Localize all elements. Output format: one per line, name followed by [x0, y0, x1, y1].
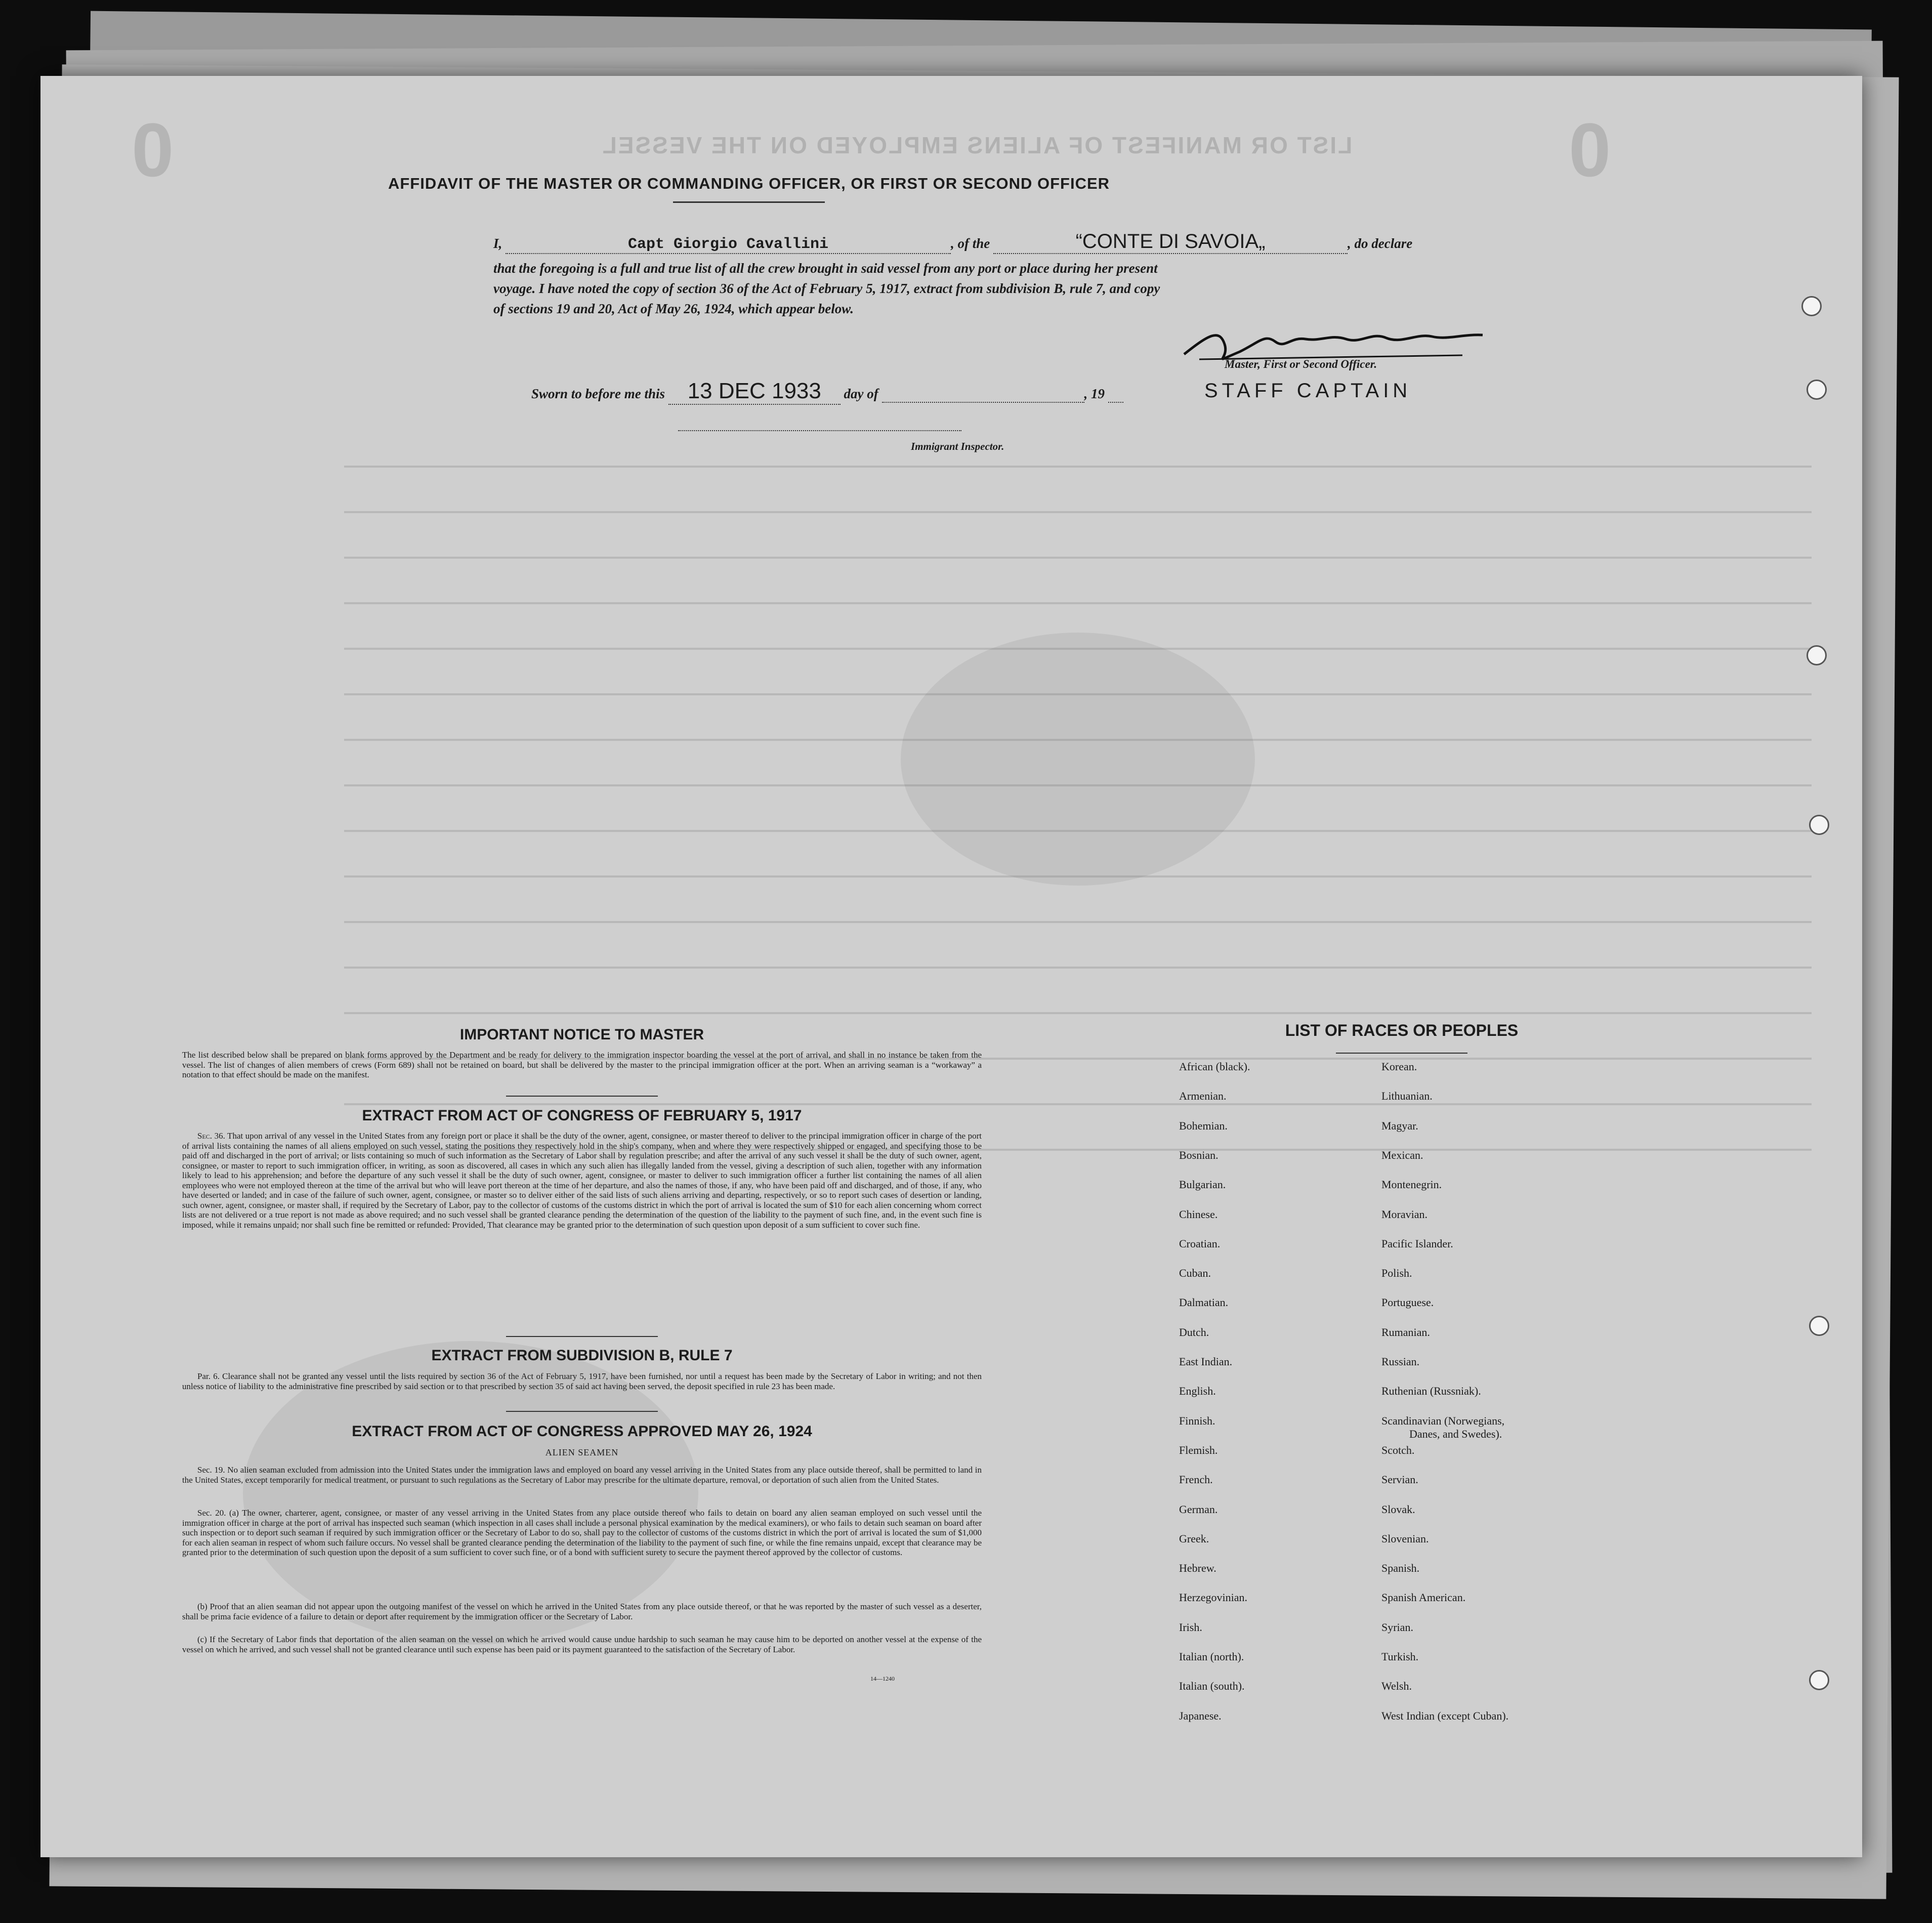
- race-item: Welsh.: [1381, 1680, 1412, 1693]
- affidavit-title: AFFIDAVIT OF THE MASTER OR COMMANDING OFFICER, OR FIRST OR SECOND OFFICER: [388, 175, 1110, 192]
- race-item: Ruthenian (Russniak).: [1381, 1385, 1481, 1398]
- race-item: Slovenian.: [1381, 1532, 1429, 1545]
- race-item: Korean.: [1381, 1060, 1417, 1073]
- sec-20a-text: Sec. 20. (a) The owner, charterer, agent, consignee, or master of any vessel arriving in the United States from any place outside thereof who fails to detain on board any alien seaman employed on such vessel until the immigration officer in charge at the port of arrival has inspected such seaman (which inspection in all cases shall include a personal physical examination by the medical examiners), or who fails to detain such seaman on board after such inspection or to deport such seaman if required by such immigration officer or the Secretary of Labor to do so, shall pay to the collector of customs of the customs district in which the port of arrival is located the sum of $1,000 for each alien seaman in respect of whom such failure occurs. No vessel shall be granted clearance pending the determination of the liability to the payment of such fine, or while the fine remains unpaid, except that clearance may be granted prior to the determination of such question upon the deposit of a sum sufficient to cover such fine, or of a bond with sufficient surety to secure the payment thereof approved by the collector of customs.: [182, 1508, 982, 1557]
- race-item: Scandinavian (Norwegians,: [1381, 1414, 1505, 1427]
- sec-19-text: Sec. 19. No alien seaman excluded from admission into the United States under the immigration laws and employed on board any vessel arriving in the United States from any place outside thereof, shall be permitted to land in the United States, except temporarily for medical treatment, or pursuant to such regulations as the Secretary of Labor may prescribe for the ultimate departure, removal, or deportation of such alien from the United States.: [182, 1465, 982, 1485]
- race-item: Chinese.: [1179, 1207, 1218, 1221]
- affidavit-line-1: I, Capt Giorgio Cavallini , of the “CONTE DI SAVOIA„ , do declare: [493, 230, 1413, 253]
- race-item: Rumanian.: [1381, 1325, 1430, 1339]
- race-item: Croatian.: [1179, 1237, 1221, 1250]
- master-caption: Master, First or Second Officer.: [1225, 358, 1377, 370]
- master-name: Capt Giorgio Cavallini: [506, 236, 951, 254]
- punch-hole: [1809, 1316, 1829, 1336]
- punch-hole: [1807, 380, 1827, 400]
- race-item: Lithuanian.: [1381, 1090, 1433, 1103]
- race-item: East Indian.: [1179, 1355, 1233, 1368]
- race-item: Hebrew.: [1179, 1562, 1216, 1575]
- sec-20c-text: (c) If the Secretary of Labor finds that deportation of the alien seaman on the vessel on which he arrived would cause undue hardship to such seaman he may cause him to be deported on another vessel at the expense of the vessel on which he arrived, and such vessel shall not be granted clearance until such expense has been paid or its payment guaranteed to the satisfaction of the Secretary of Labor.: [182, 1635, 982, 1654]
- race-item: Cuban.: [1179, 1267, 1211, 1280]
- race-item: Scotch.: [1381, 1443, 1415, 1456]
- race-item: Montenegrin.: [1381, 1178, 1442, 1191]
- race-item: Armenian.: [1179, 1090, 1227, 1103]
- form-code: 14—1240: [870, 1675, 895, 1682]
- race-item: Dalmatian.: [1179, 1296, 1229, 1309]
- race-item: Dutch.: [1179, 1325, 1209, 1339]
- bleed-through: 0 0 LIST OR MANIFEST OF ALIENS EMPLOYED ON THE VESSEL: [40, 76, 1862, 1857]
- race-item: Turkish.: [1381, 1650, 1419, 1663]
- race-item: German.: [1179, 1502, 1218, 1516]
- race-item: Magyar.: [1381, 1119, 1418, 1132]
- race-item: English.: [1179, 1385, 1216, 1398]
- race-item: Italian (north).: [1179, 1650, 1244, 1663]
- subdivision-b-title: EXTRACT FROM SUBDIVISION B, RULE 7: [431, 1347, 733, 1364]
- document-page: [40, 76, 1862, 1857]
- affidavit-line-3: voyage. I have noted the copy of section 36 of the Act of February 5, 1917, extract from subdivision B, rule 7, and copy: [493, 281, 1160, 296]
- race-item: Mexican.: [1381, 1148, 1423, 1161]
- race-item: West Indian (except Cuban).: [1381, 1709, 1509, 1722]
- race-item: Moravian.: [1381, 1207, 1428, 1221]
- notice-title: IMPORTANT NOTICE TO MASTER: [459, 1026, 704, 1043]
- race-item: Herzegovinian.: [1179, 1591, 1247, 1604]
- race-item: Finnish.: [1179, 1414, 1215, 1427]
- extract-1924-title: EXTRACT FROM ACT OF CONGRESS APPROVED MAY 26, 1924: [352, 1423, 812, 1440]
- punch-hole: [1809, 815, 1829, 835]
- race-item: Portuguese.: [1381, 1296, 1434, 1309]
- affidavit-line-2: that the foregoing is a full and true list of all the crew brought in said vessel from any port or place during her present: [493, 261, 1158, 276]
- alien-seamen-subtitle: ALIEN SEAMEN: [545, 1447, 619, 1457]
- race-item: Syrian.: [1381, 1620, 1413, 1634]
- races-title: LIST OF RACES OR PEOPLES: [1285, 1021, 1519, 1039]
- subdivision-b-text: Par. 6. Clearance shall not be granted any vessel until the lists required by section 36 of the Act of February 5, 1917, have been furnished, nor until a request has been made by the Secretary of Labor in writing; and not then unless notice of liability to the administrative fine prescribed by said section or to that prescribed by section 35 of said act having been served, the deposit specified in rule 23 has been made.: [182, 1371, 982, 1391]
- punch-hole: [1801, 296, 1822, 316]
- race-item: Flemish.: [1179, 1443, 1218, 1456]
- race-item: Irish.: [1179, 1620, 1202, 1634]
- race-item: Polish.: [1381, 1267, 1412, 1280]
- race-item: Slovak.: [1381, 1502, 1415, 1516]
- extract-1917-text: Sec. 36. That upon arrival of any vessel in the United States from any foreign port or place it shall be the duty of the owner, agent, consignee, or master thereof to deliver to the principal immigration officer in charge of the port of arrival lists containing the names of all aliens employed on such vessel, stating the positions they respectively hold in the ship's company, when and where they were respectively shipped or engaged, and specifying those to be paid off and discharged in the port of arrival; or lists containing so much of such information as the Secretary of Labor shall by regulation prescribe; and after the arrival of any such vessel it shall be the duty of such owner, agent, consignee, or master to report to such immigration officer, in writing, as soon as discovered, all cases in which any such alien has illegally landed from the vessel, giving a description of such alien, together with any information likely to lead to his apprehension; and before the departure of any such vessel it shall be the duty of such owner, agent, consignee, or master to deliver to such immigration officer a further list containing the names of all alien employees who were not employed thereon at the time of the arrival but who will leave port thereon at the time of her departure, and also the names of those, if any, who have been paid off and discharged, and of those, if any, who have deserted or landed; and in case of the failure of such owner, agent, consignee, or master so to deliver either of the said lists of such aliens arriving and departing, respectively, or so to report such cases of desertion or landing, such owner, agent, consignee, or master shall, if required by the Secretary of Labor, pay to the collector of customs of the customs district in which the port of arrival is located the sum of $10 for each alien concerning whom correct lists are not delivered or a true report is not made as above required; and no such vessel shall be granted clearance pending the determination of the question of the liability to the payment of such fine, and, in the event such fine is imposed, while it remains unpaid; nor shall such fine be remitted or refunded: Provided, That clearance may be granted prior to the determination of such question upon deposit of a sum sufficient to cover such fine.: [182, 1131, 982, 1230]
- race-item: French.: [1179, 1473, 1213, 1486]
- race-item: Spanish American.: [1381, 1591, 1466, 1604]
- divider: [506, 1411, 658, 1412]
- sworn-line: Sworn to before me this 13 DEC 1933 day of , 19: [531, 379, 1123, 405]
- divider: [506, 1096, 658, 1097]
- divider: [506, 1336, 658, 1337]
- race-item: Servian.: [1381, 1473, 1418, 1486]
- race-item: Greek.: [1179, 1532, 1209, 1545]
- race-item: Bulgarian.: [1179, 1178, 1226, 1191]
- sworn-date-stamp: 13 DEC 1933: [668, 379, 841, 405]
- race-item: Danes, and Swedes).: [1409, 1427, 1502, 1440]
- affidavit-line-4: of sections 19 and 20, Act of May 26, 1924, which appear below.: [493, 301, 854, 316]
- race-item: Italian (south).: [1179, 1680, 1245, 1693]
- race-item: African (black).: [1179, 1060, 1250, 1073]
- race-item: Japanese.: [1179, 1709, 1222, 1722]
- sec-20b-text: (b) Proof that an alien seaman did not appear upon the outgoing manifest of the vessel on which he arrived in the United States from any place outside thereof, or that he was reported by the master of such vessel as a deserter, shall be prima facie evidence of a failure to detain or deport after requirement by the immigration officer or the Secretary of Labor.: [182, 1602, 982, 1621]
- punch-hole: [1809, 1670, 1829, 1690]
- race-item: Russian.: [1381, 1355, 1420, 1368]
- inspector-caption: Immigrant Inspector.: [911, 440, 1004, 452]
- race-item: Bosnian.: [1179, 1148, 1219, 1161]
- race-item: Pacific Islander.: [1381, 1237, 1453, 1250]
- extract-1917-title: EXTRACT FROM ACT OF CONGRESS OF FEBRUARY 5, 1917: [362, 1107, 802, 1124]
- race-item: Bohemian.: [1179, 1119, 1228, 1132]
- divider: [1336, 1053, 1467, 1054]
- notice-text: The list described below shall be prepared on blank forms approved by the Department and be ready for delivery to the immigration inspector boarding the vessel at the port of arrival, and shall in no instance be taken from the vessel. The list of changes of alien members of crews (Form 689) shall not be retained on board, but shall be delivered by the master to the principal immigration officer at the port. When an arriving seaman is a “workaway” a notation to that effect should be made on the manifest.: [182, 1050, 982, 1079]
- rank-stamp: STAFF CAPTAIN: [1204, 380, 1412, 402]
- title-rule: [673, 201, 825, 203]
- race-item: Spanish.: [1381, 1562, 1420, 1575]
- inspector-signature-line: [678, 430, 961, 431]
- vessel-name: “CONTE DI SAVOIA„: [993, 230, 1348, 254]
- paper-stain: [901, 633, 1255, 886]
- punch-hole: [1807, 645, 1827, 665]
